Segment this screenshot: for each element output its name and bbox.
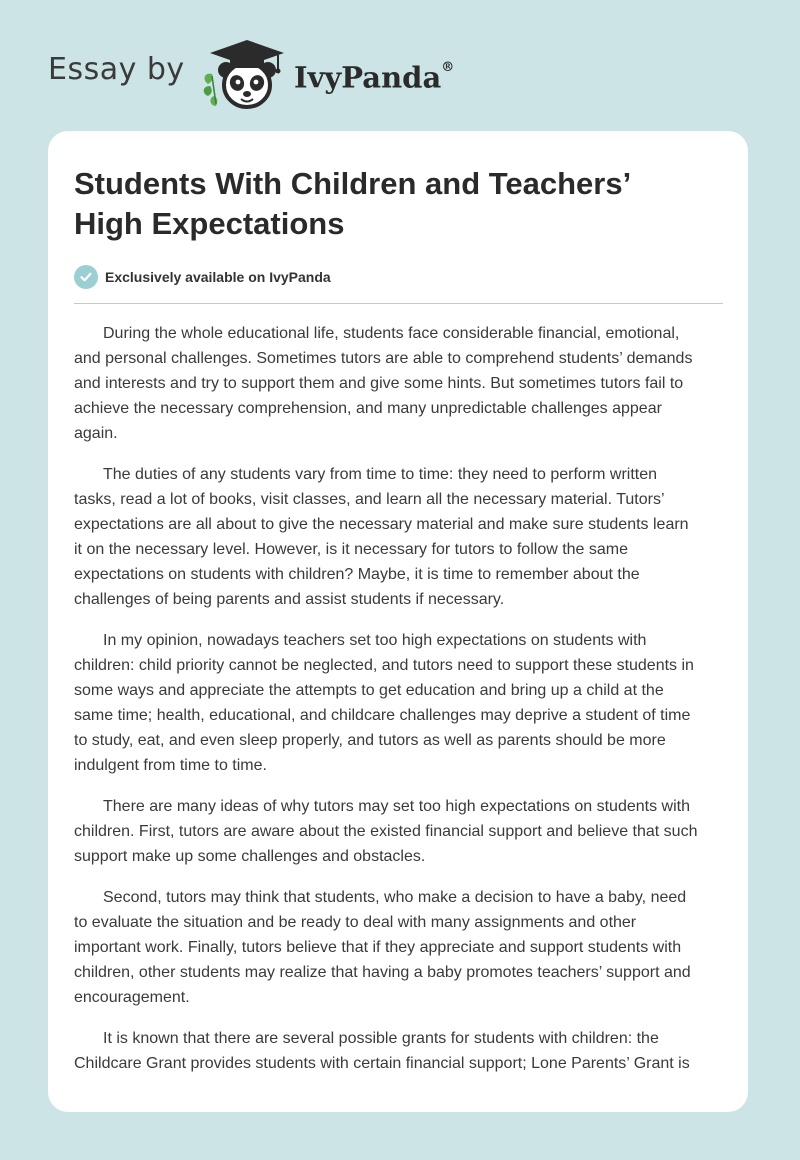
divider (74, 303, 723, 304)
essay-title: Students With Children and Teachers’ High Expectations (74, 166, 632, 241)
brand-text: IvyPanda (294, 60, 442, 95)
paragraph-1: During the whole educational life, students face considerable financial, emotional, and personal challenges. Sometimes tutors are able to comprehend students’ demands and interests and try to support them and give some hints. But sometimes tutors fail to achieve the necessary comprehension, and many unpredictable challenges appear again. (74, 325, 693, 442)
paragraph-6: It is known that there are several possible grants for students with children: the Childcare Grant provides students with certain financial support; Lone Parents’ Grant is (74, 1030, 690, 1072)
exclusive-badge (74, 265, 331, 289)
essay-card (48, 131, 748, 1112)
paragraph-3: In my opinion, nowadays teachers set too high expectations on students with children: child priority cannot be neglected, and tutors need to support these students in some ways and appreciate the attempts to get education and bring up a child at the same time; health, educational, and childcare challenges may deprive a student of time to study, eat, and even sleep properly, and tutors as well as parents should be more indulgent from time to time. (74, 632, 694, 774)
paragraph-5: Second, tutors may think that students, who make a decision to have a baby, need to evaluate the situation and be ready to deal with many assignments and other important work. Finally, tutors believe that if they appreciate and support students with children, other students may realize that having a baby promotes teachers’ support and encouragement. (74, 889, 691, 1006)
paragraph-2: The duties of any students vary from time to time: they need to perform written tasks, read a lot of books, visit classes, and learn all the necessary material. Tutors’ expectations are all about to give the necessary material and make sure students learn it on the necessary level. However, is it necessary for tutors to follow the same expectations on students with children? Maybe, it is time to remember about the challenges of being parents and assist students if necessary. (74, 466, 689, 608)
site-header (0, 0, 800, 130)
check-circle-icon (74, 265, 98, 289)
essay-by-label: Essay by (48, 52, 185, 87)
brand-name[interactable] (294, 54, 454, 98)
panda-graduate-logo-icon (198, 36, 290, 110)
registered-mark: ® (441, 60, 455, 75)
paragraph-4: There are many ideas of why tutors may set too high expectations on students with children. First, tutors are aware about the existed financial support and believe that such support make up some challenges and obstacles. (74, 798, 698, 865)
essay-body (74, 321, 726, 1092)
exclusive-badge-label: Exclusively available on IvyPanda (105, 269, 331, 285)
